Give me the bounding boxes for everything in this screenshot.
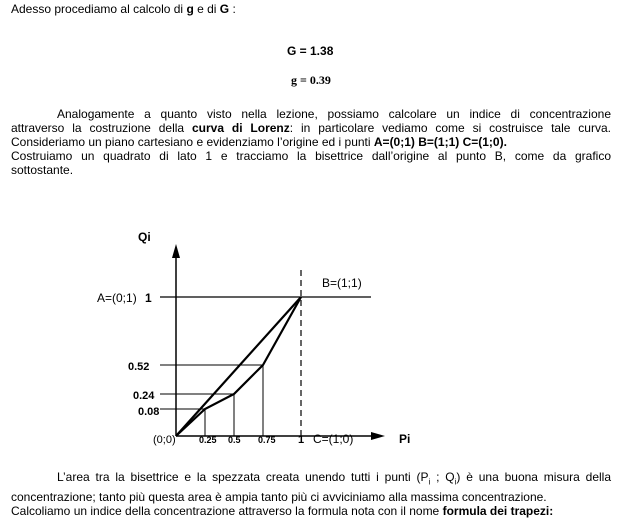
axis-x-label: Pi [399, 432, 411, 446]
g-equation: g = 0.39 [291, 73, 331, 87]
xtick-025: 0.25 [199, 435, 217, 445]
intro-G: G [219, 2, 230, 16]
label-B: B=(1;1) [322, 276, 362, 290]
G-equation: G = 1.38 [287, 44, 334, 58]
bisector [176, 297, 301, 436]
ytick-1: 1 [145, 291, 152, 305]
para1-line1: Analogamente a quanto visto nella lezione, possiamo calcolare un indice di concentrazione [57, 107, 611, 121]
xtick-075: 0.75 [258, 435, 276, 445]
ytick-052: 0.52 [128, 361, 150, 373]
intro-text: Adesso procediamo al calcolo di [11, 2, 187, 16]
xtick-1: 1 [298, 434, 305, 446]
axis-y-label: Qi [138, 230, 151, 244]
ytick-008: 0.08 [138, 406, 160, 418]
ytick-024: 0.24 [133, 390, 155, 402]
para1-line3: Consideriamo un piano cartesiano e evidenziamo l’origine ed i punti A=(0;1) B=(1;1) C=(1;0). [11, 135, 507, 149]
y-axis-arrow [172, 244, 180, 258]
para2-line1: L’area tra la bisettrice e la spezzata creata unendo tutti i punti ($P_i$ ; $Q_i$) è una buona misura della [57, 470, 612, 487]
intro-g: g [186, 2, 194, 16]
para1-line5: sottostante. [11, 163, 74, 177]
para1-line2: attraverso la costruzione della curva di Lorenz: in particolare vediamo come si costruisce tale curva. [11, 121, 611, 135]
x-axis-arrow [371, 432, 385, 440]
para2-line2: concentrazione; tanto più questa area è ampia tanto più ci avviciniamo alla massima concentrazione. [11, 490, 547, 504]
intro-mid: e di [193, 2, 220, 16]
xtick-05: 0.5 [228, 435, 241, 445]
para1-line4: Costruiamo un quadrato di lato 1 e tracciamo la bisettrice dall’origine al punto B, come da grafico [11, 149, 611, 163]
label-O: (0;0) [153, 434, 176, 446]
label-C: C=(1;0) [313, 432, 354, 446]
label-A: A=(0;1) [97, 291, 137, 305]
para2-line3: Calcoliamo un indice della concentrazione attraverso la formula nota con il nome formula dei trapezi: [11, 504, 554, 518]
intro-post: : [229, 2, 236, 16]
